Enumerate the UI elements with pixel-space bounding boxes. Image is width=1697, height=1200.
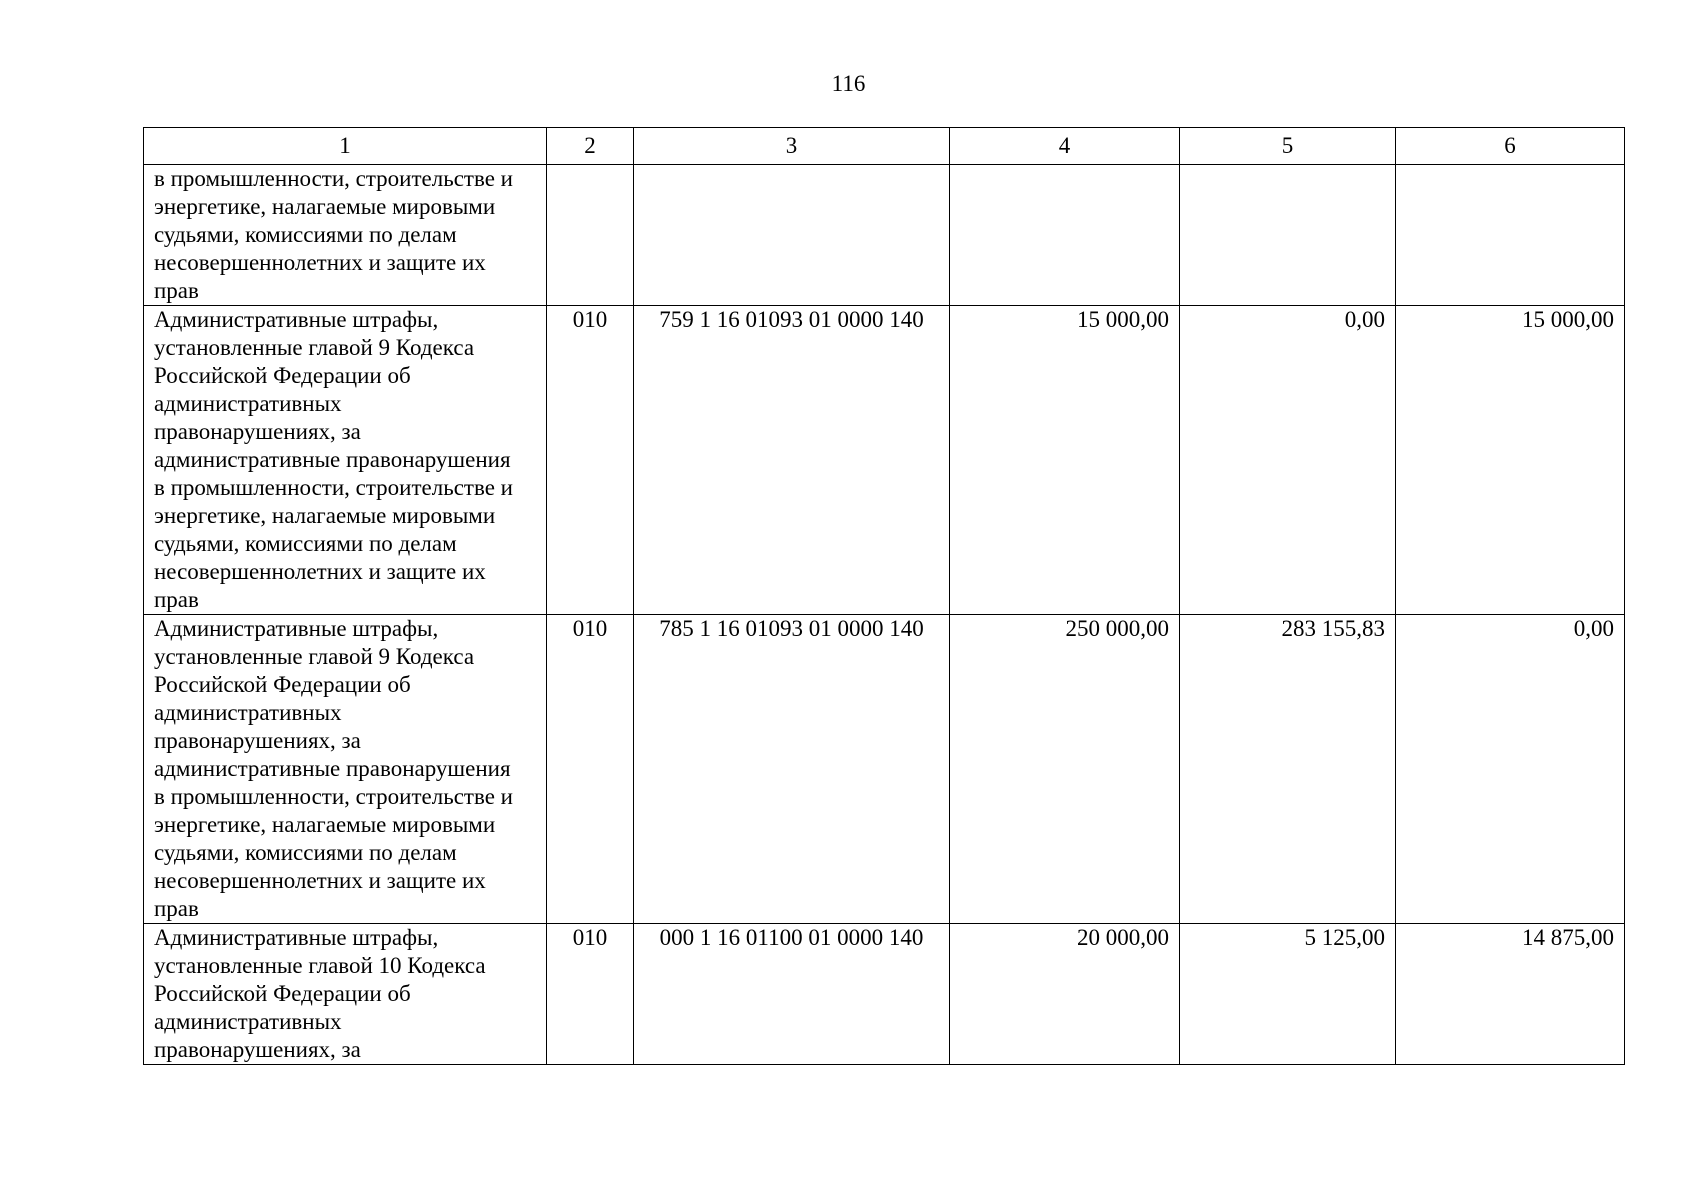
header-col-6: 6 xyxy=(1396,128,1625,165)
description-cell xyxy=(144,165,547,306)
income-table xyxy=(143,127,1625,1065)
approved-cell: 250 000,00 xyxy=(950,615,1180,924)
page-number: 116 xyxy=(831,71,866,96)
header-col-3: 3 xyxy=(634,128,950,165)
income-code-cell xyxy=(634,165,950,306)
approved-cell: 20 000,00 xyxy=(950,924,1180,1065)
unexecuted-cell: 0,00 xyxy=(1396,615,1625,924)
table-header-row xyxy=(144,128,1625,165)
header-col-5: 5 xyxy=(1180,128,1396,165)
unexecuted-cell: 14 875,00 xyxy=(1396,924,1625,1065)
unexecuted-cell xyxy=(1396,165,1625,306)
executed-cell: 283 155,83 xyxy=(1180,615,1396,924)
description-cell xyxy=(144,306,547,615)
description-text: Административные штрафы, установленные главой 9 Кодекса Российской Федерации об административных правонарушениях, за административные правонарушения в промышленности, строительстве и энергетике, налагаемые мировыми судьями, комиссиями по делам несовершеннолетних и защите их прав xyxy=(154,616,513,921)
description-text: Административные штрафы, установленные главой 9 Кодекса Российской Федерации об административных правонарушениях, за административные правонарушения в промышленности, строительстве и энергетике, налагаемые мировыми судьями, комиссиями по делам несовершеннолетних и защите их прав xyxy=(154,307,513,612)
approved-cell: 15 000,00 xyxy=(950,306,1180,615)
income-code-cell: 000 1 16 01100 01 0000 140 xyxy=(634,924,950,1065)
description-cell xyxy=(144,924,547,1065)
executed-cell xyxy=(1180,165,1396,306)
description-cell xyxy=(144,615,547,924)
header-col-2: 2 xyxy=(547,128,634,165)
line-code-cell: 010 xyxy=(547,924,634,1065)
line-code-cell: 010 xyxy=(547,306,634,615)
income-code-cell: 759 1 16 01093 01 0000 140 xyxy=(634,306,950,615)
approved-cell xyxy=(950,165,1180,306)
line-code-cell xyxy=(547,165,634,306)
executed-cell: 0,00 xyxy=(1180,306,1396,615)
table-row xyxy=(144,165,1625,306)
income-code-cell: 785 1 16 01093 01 0000 140 xyxy=(634,615,950,924)
executed-cell: 5 125,00 xyxy=(1180,924,1396,1065)
unexecuted-cell: 15 000,00 xyxy=(1396,306,1625,615)
header-col-1: 1 xyxy=(144,128,547,165)
table-row xyxy=(144,615,1625,924)
description-text: Административные штрафы, установленные главой 10 Кодекса Российской Федерации об административных правонарушениях, за xyxy=(154,925,486,1062)
description-text: в промышленности, строительстве и энергетике, налагаемые мировыми судьями, комиссиями по делам несовершеннолетних и защите их прав xyxy=(154,166,513,303)
table-row xyxy=(144,924,1625,1065)
line-code-cell: 010 xyxy=(547,615,634,924)
header-col-4: 4 xyxy=(950,128,1180,165)
table-row xyxy=(144,306,1625,615)
